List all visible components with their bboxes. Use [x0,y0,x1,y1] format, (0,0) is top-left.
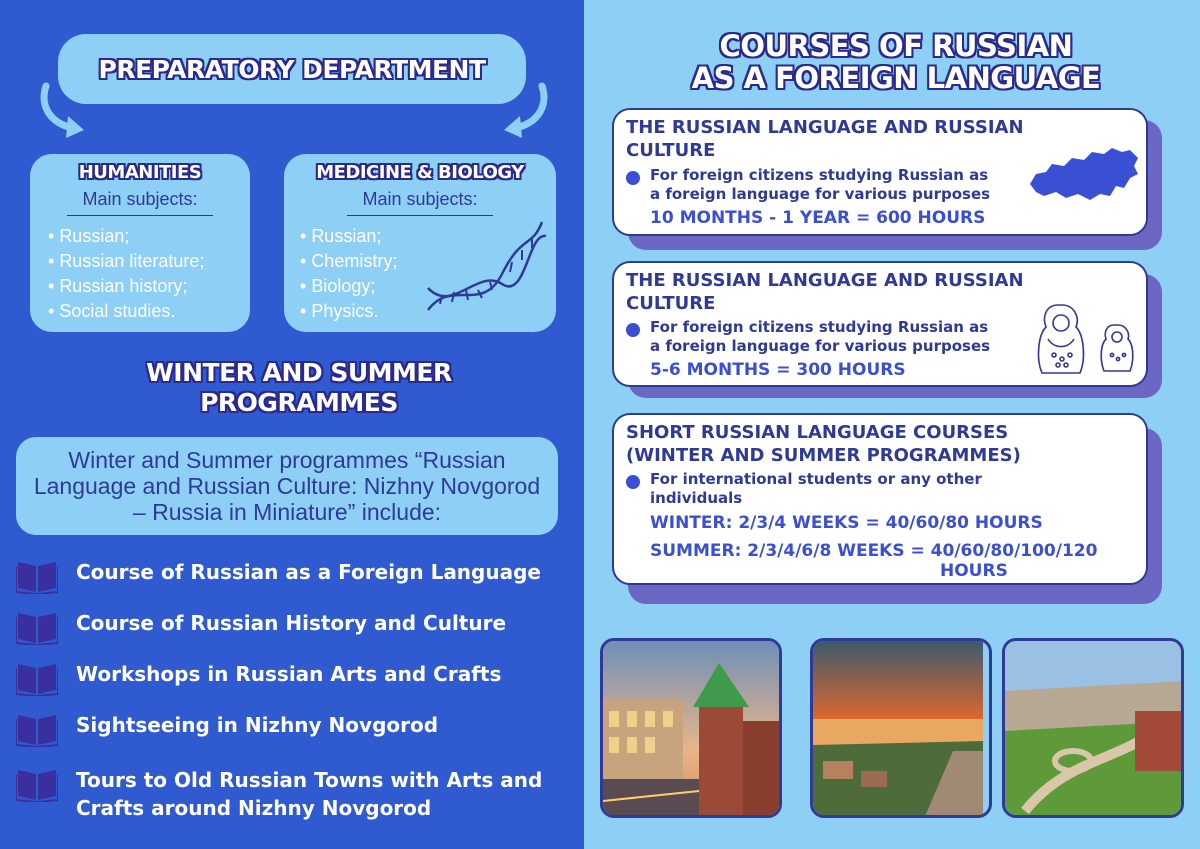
medicine-biology-title: MEDICINE & BIOLOGY [316,162,524,183]
bullet-text: Course of Russian as a Foreign Language [76,560,541,584]
list-item: • Russian; [48,224,250,249]
course-card-title-line2: CULTURE [626,140,716,161]
courses-title-line1: COURSES OF RUSSIAN [719,29,1073,63]
list-item [16,766,576,822]
course-card-3 [612,413,1148,585]
bullet-dot-icon [626,171,640,185]
course-card-title-line1: SHORT RUSSIAN LANGUAGE COURSES [626,422,1009,443]
courses-title-line2: AS A FOREIGN LANGUAGE [691,61,1101,95]
bullet-text: Course of Russian History and Culture [76,611,507,635]
course-card-2 [612,261,1148,387]
winter-summer-description: Winter and Summer programmes “Russian Language and Russian Culture: Nizhny Novgorod – Russia in Miniature” include: [33,447,541,525]
description-line2: a foreign language for various purposes [650,185,991,203]
divider [67,215,213,216]
photo-city-park [1002,638,1184,818]
dna-icon [422,218,548,316]
description-line1: For foreign citizens studying Russian as [650,318,989,336]
arrow-right-icon [500,82,550,142]
course-card-title-line1: THE RUSSIAN LANGUAGE AND RUSSIAN [626,117,1024,138]
course-card-title [626,269,1024,315]
list-item [16,711,576,747]
preparatory-department-box [58,34,526,104]
course-card-description [650,470,982,508]
book-icon [16,766,58,802]
course-hours: 5-6 MONTHS = 300 HOURS [650,360,906,380]
medicine-main-subjects: Main subjects: [362,189,478,209]
course-card-title [626,116,1024,162]
course-card-description [650,166,990,204]
course-card-title-line2: CULTURE [626,293,716,314]
description-line2: individuals [650,489,743,507]
list-item: • Biology; [300,274,556,299]
arrow-left-icon [38,82,88,142]
photo-kremlin-tower [600,638,782,818]
course-hours: 10 MONTHS - 1 YEAR = 600 HOURS [650,208,986,228]
list-item [16,660,576,696]
preparatory-department-title: PREPARATORY DEPARTMENT [98,54,486,84]
list-item: • Russian; [300,224,556,249]
bullet-dot-icon [626,323,640,337]
course-card-title-line2: (WINTER AND SUMMER PROGRAMMES) [626,445,1021,466]
list-item: • Russian literature; [48,249,250,274]
list-item: • Russian history; [48,274,250,299]
summer-hours: SUMMER: 2/3/4/6/8 WEEKS = 40/60/80/100/120 [650,541,1098,561]
bullet-text: Workshops in Russian Arts and Crafts [76,662,502,686]
list-item [16,558,576,594]
courses-title [626,30,1166,94]
book-icon [16,609,58,645]
list-item [16,609,576,645]
photo-river-sunset [810,638,992,818]
course-card-title [626,421,1021,467]
description-line2: a foreign language for various purposes [650,337,991,355]
humanities-list [30,224,250,324]
description-line1: For international students or any other [650,470,982,488]
winter-summer-description-box [16,437,558,535]
left-panel [0,0,584,849]
divider [347,215,493,216]
winter-summer-title-line1: WINTER AND SUMMER [146,358,452,387]
book-icon [16,558,58,594]
list-item: • Physics. [300,299,556,324]
bullet-dot-icon [626,475,640,489]
winter-summer-title [84,358,514,418]
list-item: • Social studies. [48,299,250,324]
book-icon [16,711,58,747]
winter-summer-title-line2: PROGRAMMES [200,388,398,417]
description-line1: For foreign citizens studying Russian as [650,166,989,184]
course-card-title-line1: THE RUSSIAN LANGUAGE AND RUSSIAN [626,270,1024,291]
course-card-description [650,318,990,356]
humanities-title: HUMANITIES [78,162,202,183]
summer-hours-unit: HOURS [940,561,1008,581]
course-card-1 [612,108,1148,236]
matryoshka-icon [1032,299,1144,379]
bullet-text: Tours to Old Russian Towns with Arts and Crafts around Nizhny Novgorod [76,768,543,820]
bullet-text: Sightseeing in Nizhny Novgorod [76,713,439,737]
russia-map-icon [1026,144,1142,204]
humanities-box [30,154,250,332]
winter-hours: WINTER: 2/3/4 WEEKS = 40/60/80 HOURS [650,513,1043,533]
medicine-biology-box [284,154,556,332]
humanities-main-subjects: Main subjects: [82,189,198,209]
list-item: • Chemistry; [300,249,556,274]
book-icon [16,660,58,696]
